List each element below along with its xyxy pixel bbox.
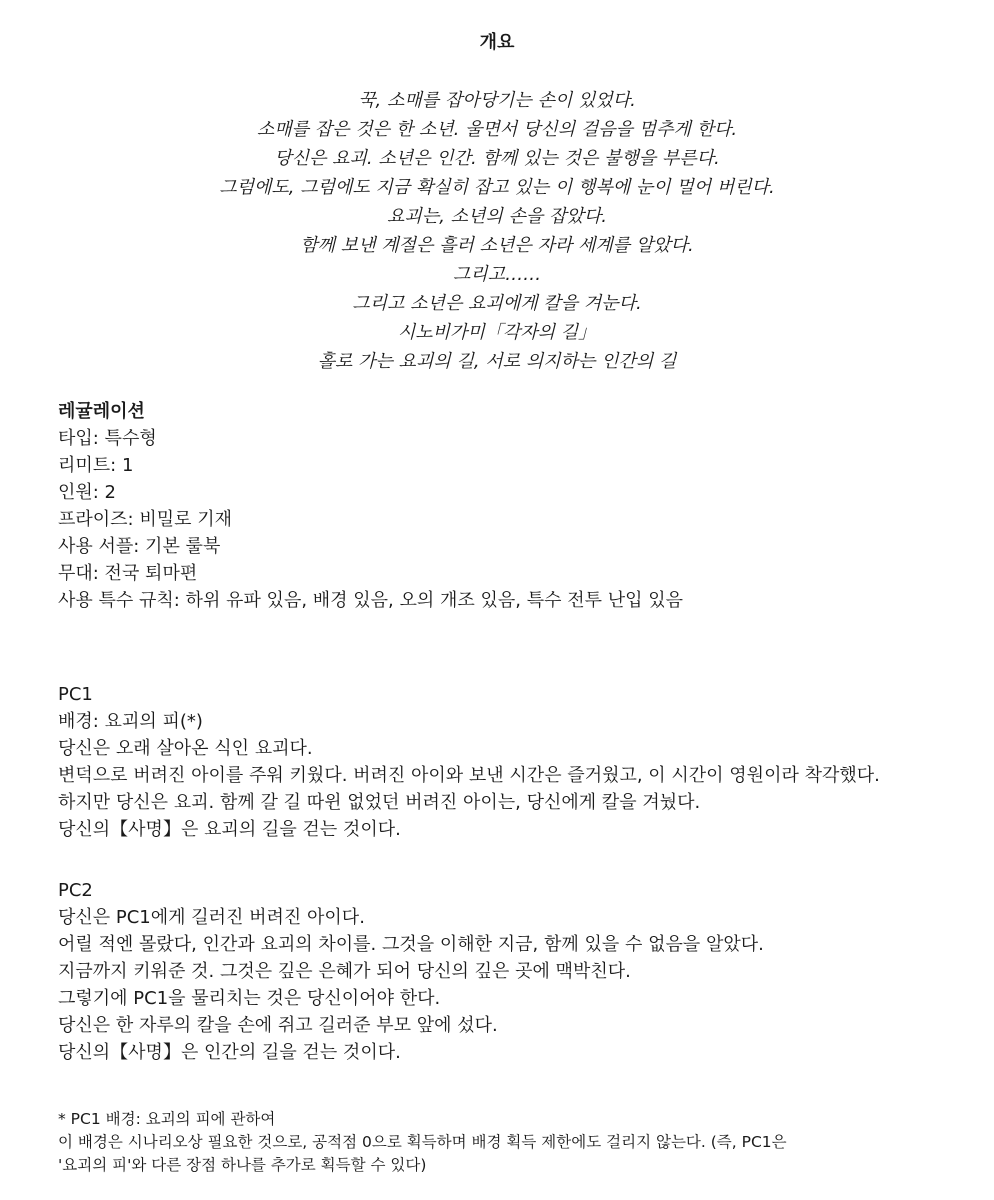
intro-line: 당신은 요괴. 소년은 인간. 함께 있는 것은 불행을 부른다.	[274, 148, 720, 169]
pc1-heading: PC1	[58, 684, 93, 705]
intro-line: 꾹, 소매를 잡아당기는 손이 있었다.	[358, 90, 636, 111]
pc1-line: 하지만 당신은 요괴. 함께 갈 길 따윈 없었던 버려진 아이는, 당신에게 칼을 겨눴다.	[58, 792, 701, 813]
pc2-line: 그렇기에 PC1을 물리치는 것은 당신이어야 한다.	[58, 988, 441, 1009]
pc1-line: 당신의【사명】은 요괴의 길을 걷는 것이다.	[58, 819, 401, 840]
intro-line: 그리고……	[452, 264, 542, 285]
intro-line: 요괴는, 소년의 손을 잡았다.	[387, 206, 607, 227]
regulation-line: 사용 특수 규칙: 하위 유파 있음, 배경 있음, 오의 개조 있음, 특수 전투 난입 있음	[58, 590, 683, 611]
pc2-line: 지금까지 키워준 것. 그것은 깊은 은혜가 되어 당신의 깊은 곳에 맥박친다.	[58, 961, 631, 982]
regulation-line: 무대: 전국 퇴마편	[58, 563, 198, 584]
footnote-line: * PC1 배경: 요괴의 피에 관하여	[58, 1110, 276, 1128]
regulation-line: 프라이즈: 비밀로 기재	[58, 509, 232, 530]
pc2-section	[58, 877, 978, 1066]
pc1-line: 배경: 요괴의 피(*)	[58, 711, 203, 732]
pc1-line: 당신은 오래 살아온 식인 요괴다.	[58, 738, 313, 759]
page-title: 개요	[479, 32, 515, 53]
intro-line: 시노비가미「각자의 길」	[397, 322, 597, 343]
regulation-line: 리미트: 1	[58, 455, 134, 476]
footnote-line: 이 배경은 시나리오상 필요한 것으로, 공적점 0으로 획득하며 배경 획득 제한에도 걸리지 않는다. (즉, PC1은	[58, 1133, 787, 1151]
regulation-line: 타입: 특수형	[58, 428, 157, 449]
pc2-line: 당신의【사명】은 인간의 길을 걷는 것이다.	[58, 1042, 401, 1063]
intro-line: 홀로 가는 요괴의 길, 서로 의지하는 인간의 길	[317, 351, 677, 372]
regulation-heading: 레귤레이션	[58, 401, 145, 422]
intro-line: 소매를 잡은 것은 한 소년. 울면서 당신의 걸음을 멈추게 한다.	[256, 119, 738, 140]
pc1-line: 변덕으로 버려진 아이를 주워 키웠다. 버려진 아이와 보낸 시간은 즐거웠고, 이 시간이 영원이라 착각했다.	[58, 765, 880, 786]
intro-line: 함께 보낸 계절은 흘러 소년은 자라 세계를 알았다.	[300, 235, 694, 256]
intro-line: 그럼에도, 그럼에도 지금 확실히 잡고 있는 이 행복에 눈이 멀어 버린다.	[219, 177, 775, 198]
pc2-heading: PC2	[58, 880, 93, 901]
pc2-line: 당신은 PC1에게 길러진 버려진 아이다.	[58, 907, 365, 928]
pc2-line: 당신은 한 자루의 칼을 손에 쥐고 길러준 부모 앞에 섰다.	[58, 1015, 498, 1036]
pc2-line: 어릴 적엔 몰랐다, 인간과 요괴의 차이를. 그것을 이해한 지금, 함께 있을 수 없음을 알았다.	[58, 934, 764, 955]
regulation-line: 인원: 2	[58, 482, 117, 503]
footnote-line: '요괴의 피'와 다른 장점 하나를 추가로 획득할 수 있다)	[58, 1156, 427, 1174]
regulation-line: 사용 서플: 기본 룰북	[58, 536, 221, 557]
footnote	[58, 1108, 978, 1177]
intro-poem	[0, 86, 994, 376]
pc1-section	[58, 681, 978, 843]
intro-line: 그리고 소년은 요괴에게 칼을 겨눈다.	[352, 293, 642, 314]
regulation-section	[58, 398, 978, 614]
